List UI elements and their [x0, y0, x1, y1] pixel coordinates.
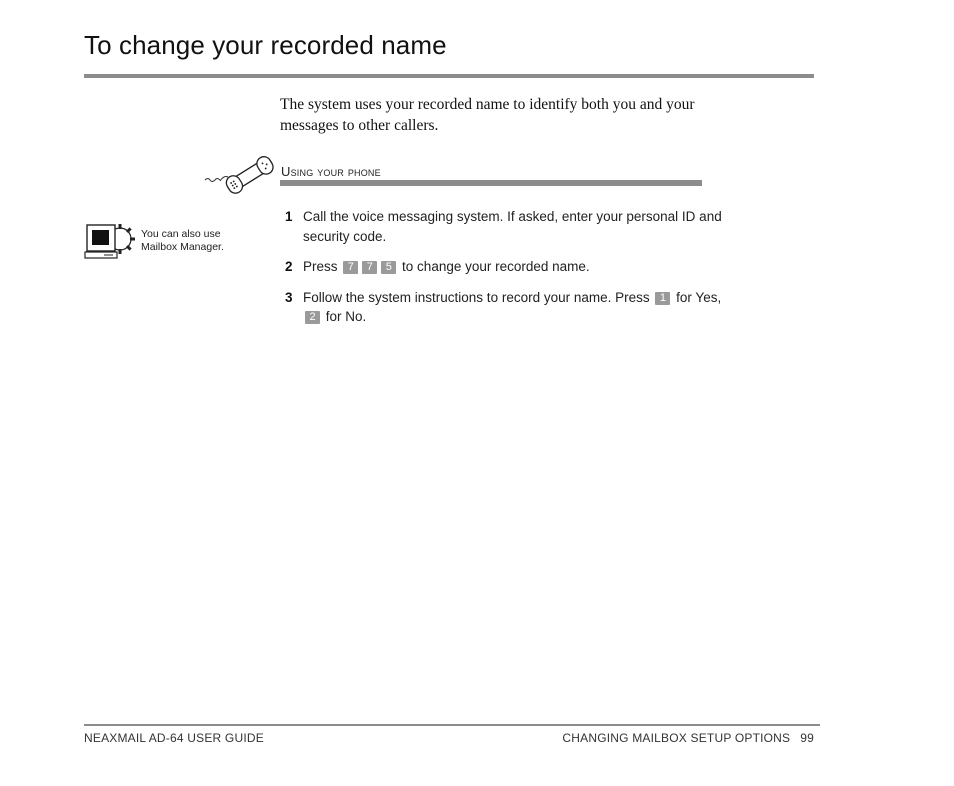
intro-paragraph: The system uses your recorded name to identify both you and your messages to other callers. — [280, 96, 695, 134]
step-text: Follow the system instructions to record your name. Press — [303, 289, 650, 305]
keypad-key-yes: 1 — [655, 292, 670, 305]
side-note-line: You can also use — [141, 228, 221, 240]
section-heading-rest: sing your phone — [290, 164, 381, 179]
keypad-key: 7 — [362, 261, 377, 274]
step-number: 1 — [285, 209, 293, 224]
telephone-handset-icon — [203, 156, 277, 196]
footer-chapter-title: CHANGING MAILBOX SETUP OPTIONS — [562, 731, 791, 745]
keypad-key-no: 2 — [305, 311, 320, 324]
step-number: 2 — [285, 259, 293, 274]
step-text: Press — [303, 259, 338, 274]
page-title: To change your recorded name — [84, 30, 447, 60]
steps-list — [283, 207, 723, 327]
step-item — [283, 207, 723, 246]
step-number: 3 — [285, 289, 293, 305]
side-note — [141, 228, 251, 254]
step-item — [283, 257, 723, 277]
step-item — [283, 288, 723, 327]
footer-chapter — [562, 731, 814, 745]
step-text: for No. — [325, 309, 367, 324]
computer-gear-icon — [84, 219, 136, 261]
side-note-line: Mailbox Manager. — [141, 241, 224, 253]
section-divider — [280, 180, 702, 186]
footer-guide-title: NEAXMAIL AD-64 USER GUIDE — [84, 731, 264, 745]
step-text: for Yes, — [676, 289, 722, 305]
step-text: to change your recorded name. — [402, 259, 590, 274]
step-text: Call the voice messaging system. If asked, enter your personal ID and security code. — [303, 209, 722, 244]
section-heading — [281, 164, 381, 179]
page-number: 99 — [800, 731, 814, 745]
keypad-key: 5 — [381, 261, 396, 274]
keypad-key: 7 — [343, 261, 358, 274]
title-divider — [84, 74, 814, 78]
section-heading-initial: U — [281, 164, 291, 179]
footer-divider — [84, 724, 820, 726]
